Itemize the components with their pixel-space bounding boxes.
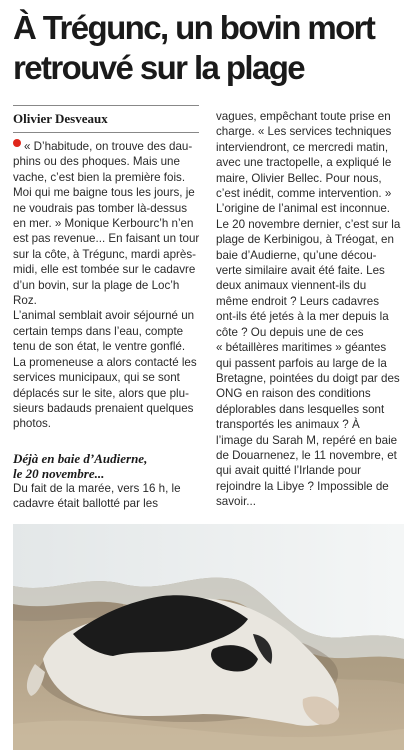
text-line: d’un bovin, sur la plage de Loc’h (13, 278, 180, 292)
text-line: charge. « Les services techniques (216, 125, 392, 139)
text-line: Du fait de la marée, vers 16 h, le (13, 482, 181, 495)
text-line: Le 20 novembre dernier, c’est sur la (216, 217, 401, 231)
text-line: en mer. » Monique Kerbourc’h n’en (13, 217, 194, 231)
text-line: avec une tractopelle, a expliqué le (216, 156, 392, 170)
text-line: L’animal semblait avoir séjourné un (13, 309, 195, 323)
text-line: phins ou des phoques. Mais une (13, 155, 180, 169)
text-line: plage de Kerbinigou, à Tréogat, en (216, 233, 394, 247)
text-line: transportés les animaux ? À (216, 418, 360, 432)
article-headline (13, 8, 403, 88)
text-line: midi, elle est tombée sur le cadavre (13, 263, 196, 277)
text-line: photos. (13, 417, 52, 431)
headline-line-1: À Trégunc, un bovin mort (13, 9, 375, 46)
text-line: déplacés sur le site, alors que plu- (13, 386, 189, 400)
text-line: baie d’Audierne, qu’une décou- (216, 248, 377, 262)
text-line: cadavre était ballotté par les (13, 497, 159, 511)
subhead-line-2: le 20 novembre... (13, 466, 105, 481)
text-line: certain temps dans l’eau, compte (13, 324, 184, 338)
text-line: L’origine de l’animal est inconnue. (216, 202, 391, 216)
text-line: qui avait quitté l’Irlande pour (216, 464, 362, 478)
text-line: ont-ils été jetés à la mer depuis la (216, 310, 389, 324)
text-line: Roz. (13, 294, 37, 308)
text-line: qui passent parfois au large de la (216, 356, 387, 370)
text-line: déplorables dans lesquelles sont (216, 402, 385, 416)
text-line: rejoindre la Libye ? Impossible de (216, 479, 389, 493)
text-line: est pas revenue... En faisant un tour (13, 232, 200, 246)
byline: Olivier Desveaux (13, 111, 108, 126)
text-line: ne voudrais pas tomber là-dessus (13, 201, 187, 215)
text-line: interviendront, ce mercredi matin, (216, 140, 389, 154)
text-line: Bretagne, pointées du doigt par des (216, 371, 400, 385)
text-line: La promeneuse a alors contacté les (13, 355, 197, 369)
text-line: de Douarnenez, le 11 novembre, et (216, 448, 397, 462)
text-line: « bétaillères maritimes » géantes (216, 341, 387, 355)
text-line: verte similaire avait été faite. Les (216, 264, 385, 278)
text-line: Moi qui me baigne tous les jours, je (13, 186, 195, 200)
text-line: vache, c’est bien la première fois. (13, 170, 186, 184)
text-line: vagues, empêchant toute prise en (216, 110, 391, 123)
text-line (13, 139, 201, 154)
article-photo-dead-cow (13, 524, 404, 750)
text-line: deux animaux viennent-ils du (216, 279, 367, 293)
headline-line-2: retrouvé sur la plage (13, 49, 305, 86)
article-column-1 (13, 139, 201, 432)
text-line-content: « D’habitude, on trouve des dau- (24, 140, 193, 153)
text-line: sieurs badauds prenaient quelques (13, 401, 194, 415)
article-column-1-continued (13, 481, 201, 512)
text-line: tenu de son état, le ventre gonflé. (13, 340, 186, 354)
text-line: c’est inédit, comme intervention. » (216, 187, 392, 201)
text-line: ONG en raison des conditions (216, 387, 371, 401)
subhead-line-1: Déjà en baie d’Audierne, (13, 451, 148, 466)
text-line: côte ? Ou depuis une de ces (216, 325, 364, 339)
article-column-2 (216, 109, 404, 510)
byline-top-rule (13, 105, 199, 106)
text-line: sur la côte, à Trégunc, mardi après- (13, 247, 197, 261)
bullet-dot-icon (13, 139, 21, 147)
text-line: maire, Olivier Bellec. Pour nous, (216, 171, 382, 185)
text-line: même endroit ? Leurs cadavres (216, 294, 380, 308)
text-line: l’image du Sarah M, repéré en baie (216, 433, 398, 447)
text-line: services municipaux, qui se sont (13, 371, 180, 385)
byline-bottom-rule (13, 132, 199, 133)
article-subhead (13, 451, 201, 481)
text-line: savoir... (216, 495, 256, 509)
beach-photo-illustration (13, 524, 404, 750)
